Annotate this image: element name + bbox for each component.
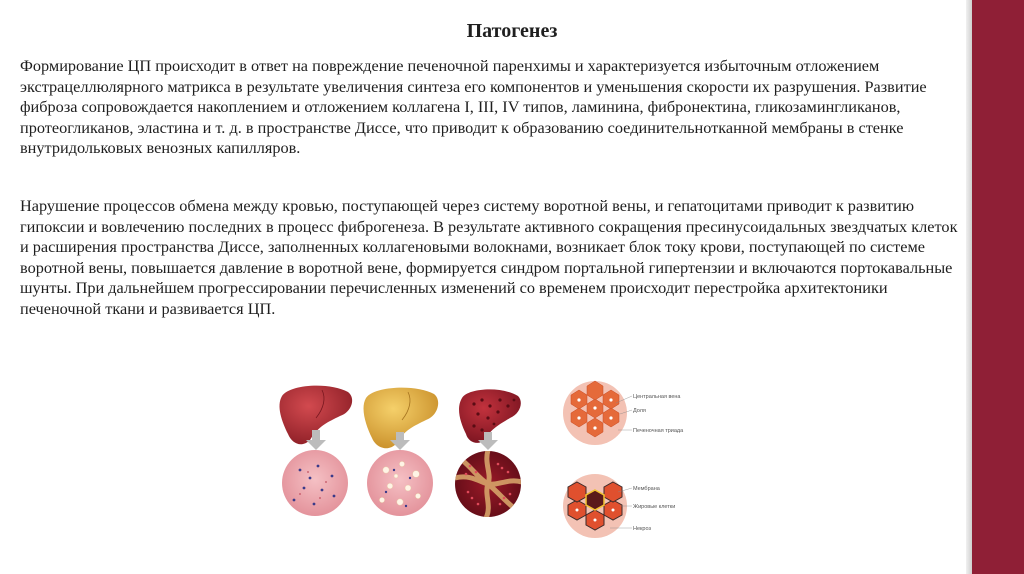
accent-side-bar [972, 0, 1024, 574]
fatty-tissue-icon [367, 450, 433, 516]
liver-pathogenesis-illustration [270, 378, 690, 574]
lobule-diagram-icon [563, 381, 684, 445]
cirrhotic-tissue-icon [455, 450, 522, 518]
label-lobule: Доля [633, 408, 646, 414]
label-fat-cells: Жировые клетки [633, 504, 676, 510]
label-membrane: Мембрана [633, 486, 660, 492]
paragraph-fibrosis: Формирование ЦП происходит в ответ на повреждение печеночной паренхимы и характеризуется избыточным отложением экстрацеллюлярного матрикса в результате увеличения синтеза его компонентов и уменьшения скорости их разрушения. Развитие фиброза сопровождается накоплением и отложением коллагена I, III, IV типов, ламинина, фибронектина, гликозамингликанов, протеогликанов, эластина и т. д. в пространстве Диссе, что приводит к образованию соединительнотканной мембраны в стенке внутридольковых венозных капилляров. [20, 56, 927, 157]
slide-title: Патогенез [466, 20, 558, 42]
healthy-tissue-icon [282, 450, 348, 516]
fibrotic-lobule-diagram-icon [563, 474, 675, 538]
label-central-vein: Центральная вена [633, 394, 681, 400]
label-portal-triad: Печеночная триада [633, 428, 684, 434]
paragraph-portal-hypertension: Нарушение процессов обмена между кровью, поступающей через систему воротной вены, и гепатоцитами приводит к развитию гипоксии и вовлечению последних в процесс фиброгенеза. В результате активного сокращения пресинусоидальных звездчатых клеток и расширения пространства Диссе, заполненных коллагеновыми волокнами, возникает блок току крови, поступающей по системе воротной вены, повышается давление в воротной вене, формируется синдром портальной гипертензии и включаются портокавальные шунты. При дальнейшем прогрессировании перечисленных изменений со временем происходит перестройка архитектоники печеночной ткани и развивается ЦП. [20, 196, 958, 318]
label-necrosis: Некроз [633, 526, 652, 532]
